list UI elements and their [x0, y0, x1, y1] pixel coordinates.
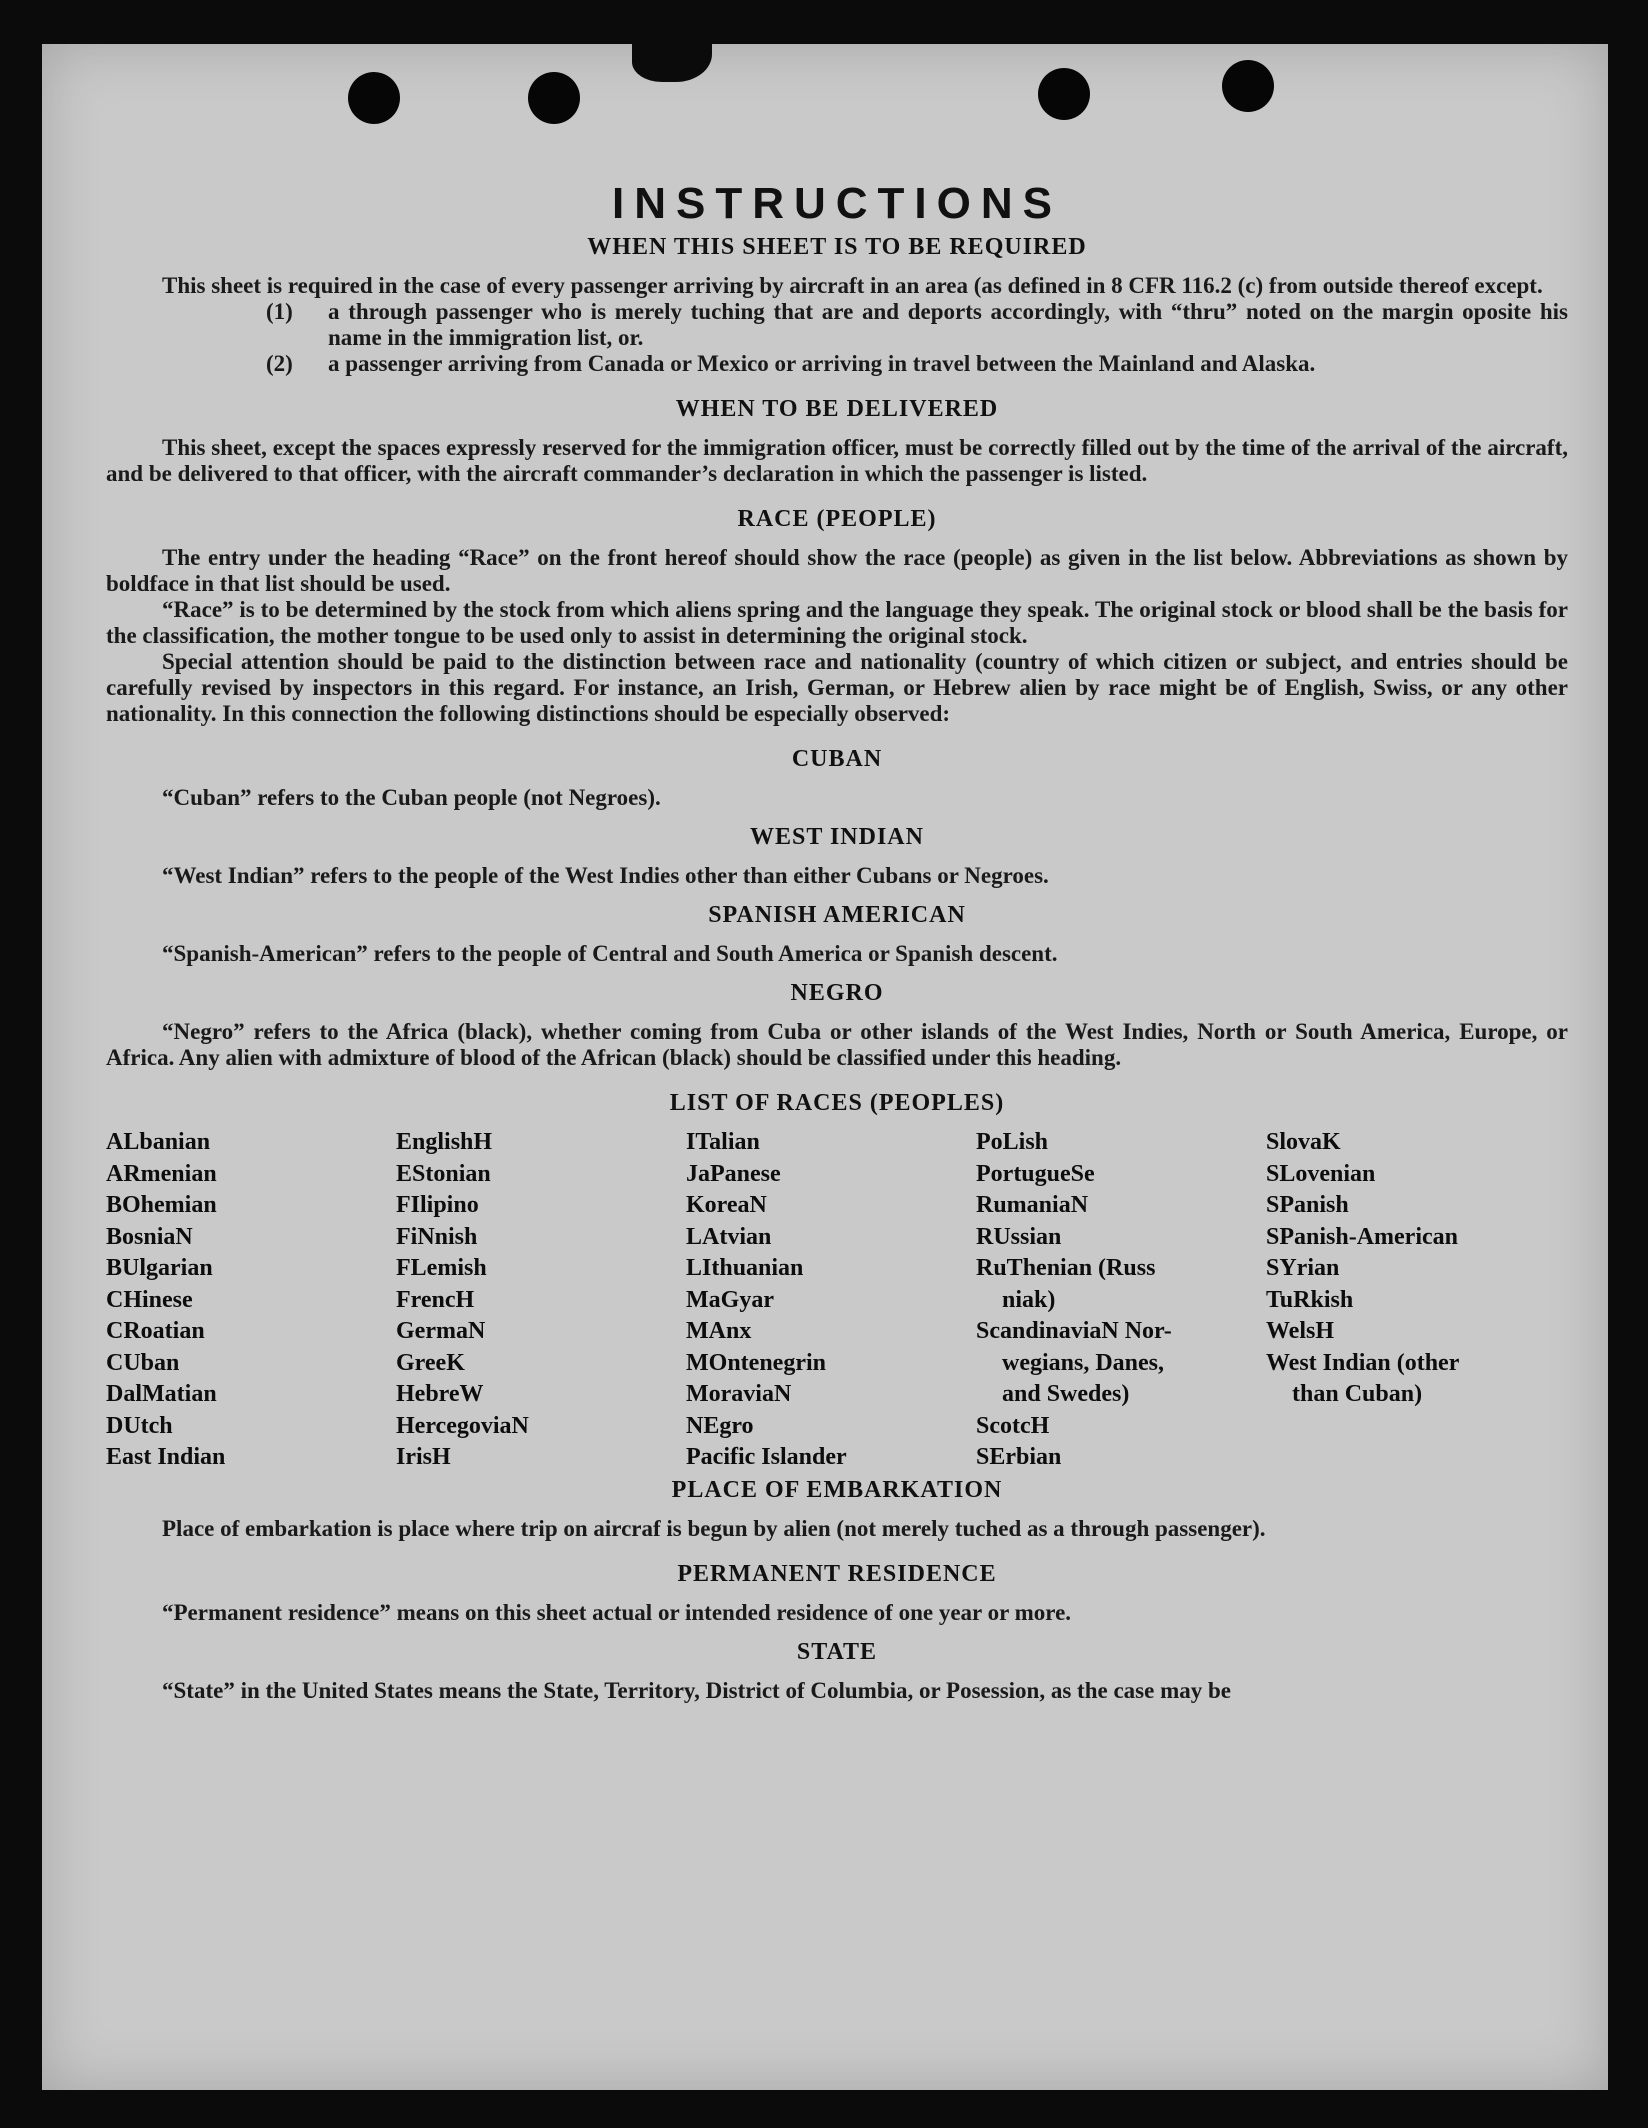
race-entry: MoraviaN	[686, 1381, 792, 1407]
race-entry: SPanish-American	[1266, 1223, 1458, 1250]
torn-edge	[632, 44, 712, 82]
race-entry: FIlipino	[396, 1192, 479, 1218]
race-entry: West Indian (other	[1266, 1349, 1460, 1376]
race-entry: FLemish	[396, 1255, 487, 1281]
race-entry: EnglishH	[396, 1129, 493, 1155]
punch-hole	[528, 72, 580, 124]
race-entry: DUtch	[106, 1412, 173, 1439]
race-entry: NEgro	[686, 1412, 754, 1439]
race-entry: CUban	[106, 1349, 180, 1376]
race-entry: ARmenian	[106, 1160, 217, 1187]
list-item	[106, 299, 1568, 351]
heading-residence: PERMANENT RESIDENCE	[677, 1560, 997, 1587]
race-entry: than Cuban)	[1292, 1381, 1423, 1407]
races-column	[106, 1127, 396, 1474]
document-body	[106, 177, 1568, 1704]
race-entry: EStonian	[396, 1160, 491, 1187]
race-entry: SErbian	[976, 1444, 1062, 1470]
races-table	[106, 1127, 1568, 1474]
heading-spanish-american: SPANISH AMERICAN	[708, 902, 966, 928]
delivered-text: This sheet, except the spaces expressly reserved for the immigration officer, must be correctly filled out by the time of the arrival of the aircraft, and be delivered to that officer, with the aircraft commander’s declaration in which the passenger is listed.	[106, 435, 1568, 486]
race-entry: PortugueSe	[976, 1160, 1095, 1187]
race-entry: LAtvian	[686, 1223, 772, 1250]
required-intro: This sheet is required in the case of every passenger arriving by aircraft in an area (as defined in 8 CFR 116.2 (c) from outside thereof except.	[162, 273, 1543, 298]
race-entry: CHinese	[106, 1286, 193, 1313]
race-entry: niak)	[1002, 1286, 1056, 1313]
document-page	[42, 44, 1608, 2090]
race-entry: FiNnish	[396, 1223, 478, 1250]
west-indian-text: “West Indian” refers to the people of the West Indies other than either Cubans or Negroes.	[162, 863, 1049, 888]
race-paragraph-2: “Race” is to be determined by the stock from which aliens spring and the language they speak. The original stock or blood shall be the basis for the classification, the mother tongue to be used only to assist in determining the original stock.	[106, 597, 1568, 648]
race-entry: RUssian	[976, 1223, 1062, 1250]
race-entry: Pacific Islander	[686, 1444, 847, 1470]
races-column	[976, 1127, 1266, 1474]
race-entry: SPanish	[1266, 1192, 1349, 1218]
race-entry: and Swedes)	[1002, 1381, 1130, 1407]
heading-cuban: CUBAN	[791, 746, 883, 772]
race-entry: MAnx	[686, 1318, 752, 1344]
race-entry: LIthuanian	[686, 1255, 804, 1281]
heading-embarkation: PLACE OF EMBARKATION	[671, 1476, 1003, 1503]
race-entry: HercegoviaN	[396, 1412, 529, 1439]
punch-hole	[348, 72, 400, 124]
embarkation-text: Place of embarkation is place where trip on aircraf is begun by alien (not merely tuched as a through passenger).	[162, 1515, 1266, 1541]
race-entry: SlovaK	[1266, 1129, 1341, 1155]
race-entry: RumaniaN	[976, 1192, 1089, 1218]
item-text: a through passenger who is merely tuching that are and deports accordingly, with “thru” noted on the margin oposite his name in the immigration list, or.	[328, 299, 1568, 350]
race-paragraph-3: Special attention should be paid to the distinction between race and nationality (country of which citizen or subject, and entries should be carefully revised by inspectors in this regard. For instance, an Irish, German, or Hebrew alien by race might be of English, Swiss, or any other nationality. In this connection the following distinctions should be especially observed:	[106, 649, 1568, 726]
race-entry: ScotcH	[976, 1412, 1050, 1439]
list-item	[106, 351, 1568, 377]
race-entry: MaGyar	[686, 1286, 774, 1313]
heading-delivered: WHEN TO BE DELIVERED	[675, 396, 999, 422]
heading-west-indian: WEST INDIAN	[750, 824, 924, 850]
race-entry: IrisH	[396, 1444, 451, 1470]
race-entry: FrencH	[396, 1286, 475, 1313]
item-number: (1)	[266, 299, 293, 324]
race-paragraph-1: The entry under the heading “Race” on the front hereof should show the race (people) as given in the list below. Abbreviations as shown by boldface in that list should be used.	[106, 545, 1568, 596]
race-entry: wegians, Danes,	[1002, 1349, 1165, 1376]
heading-race: RACE (PEOPLE)	[737, 506, 937, 532]
heading-list-of-races: LIST OF RACES (PEOPLES)	[669, 1090, 1005, 1116]
race-entry: GermaN	[396, 1318, 486, 1344]
race-entry: SLovenian	[1266, 1160, 1376, 1187]
races-column	[1266, 1127, 1556, 1474]
residence-text: “Permanent residence” means on this sheet actual or intended residence of one year or more.	[162, 1599, 1072, 1625]
race-entry: East Indian	[106, 1444, 226, 1470]
race-entry: KoreaN	[686, 1192, 767, 1218]
race-entry: HebreW	[396, 1381, 484, 1407]
race-entry: WelsH	[1266, 1318, 1335, 1344]
race-entry: ScandinaviaN Nor-	[976, 1318, 1172, 1344]
race-entry: PoLish	[976, 1129, 1049, 1155]
race-entry: DalMatian	[106, 1381, 217, 1407]
race-entry: SYrian	[1266, 1255, 1340, 1281]
item-text: a passenger arriving from Canada or Mexico or arriving in travel between the Mainland and Alaska.	[328, 351, 1316, 376]
item-number: (2)	[266, 351, 293, 376]
page-title: INSTRUCTIONS	[612, 179, 1062, 228]
race-entry: ITalian	[686, 1129, 760, 1155]
race-entry: GreeK	[396, 1349, 465, 1376]
race-entry: CRoatian	[106, 1318, 205, 1344]
race-entry: BOhemian	[106, 1192, 217, 1218]
state-text: “State” in the United States means the State, Territory, District of Columbia, or Posession, as the case may be	[162, 1677, 1231, 1703]
punch-hole	[1222, 60, 1274, 112]
race-entry: JaPanese	[686, 1160, 781, 1187]
race-entry: BUlgarian	[106, 1255, 213, 1281]
negro-text: “Negro” refers to the Africa (black), whether coming from Cuba or other islands of the West Indies, North or South America, Europe, or Africa. Any alien with admixture of blood of the African (black) should be classified under this heading.	[106, 1019, 1568, 1070]
race-entry: RuThenian (Russ	[976, 1255, 1156, 1281]
races-column	[686, 1127, 976, 1474]
race-entry: MOntenegrin	[686, 1349, 826, 1376]
spanish-american-text: “Spanish-American” refers to the people of Central and South America or Spanish descent.	[162, 941, 1058, 966]
race-entry: BosniaN	[106, 1223, 193, 1250]
heading-negro: NEGRO	[790, 980, 884, 1006]
heading-state: STATE	[796, 1638, 878, 1665]
punch-hole	[1038, 68, 1090, 120]
race-entry: ALbanian	[106, 1129, 211, 1155]
race-entry: TuRkish	[1266, 1286, 1354, 1313]
races-column	[396, 1127, 686, 1474]
heading-required: WHEN THIS SHEET IS TO BE REQUIRED	[587, 234, 1087, 260]
cuban-text: “Cuban” refers to the Cuban people (not Negroes).	[162, 785, 661, 810]
